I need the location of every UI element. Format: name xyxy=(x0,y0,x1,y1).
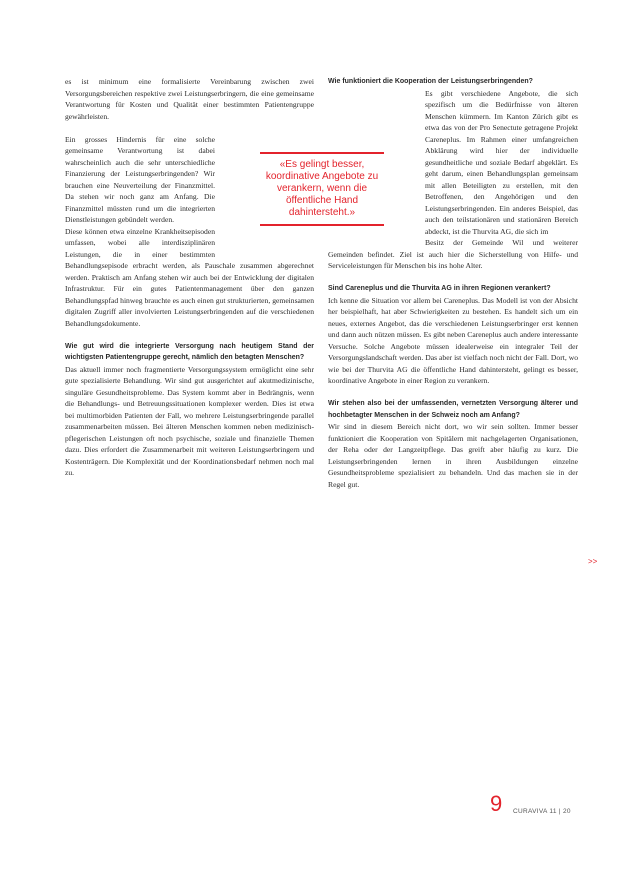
interview-answer: Wir sind in diesem Bereich nicht dort, wo wir sein sollten. Immer besser funktioniert die Kooperation von Spitälern mit nachgelagerten Organisationen, der Reha oder der Langzeitpflege. Das greift aber häufig zu kurz. Die Leistungserbringenden lernen in ihren Ausbildungen einzelne Gesundheitsprobleme spezialisiert zu behandeln. Und das machen sie in der Regel gut. xyxy=(328,422,578,489)
article-column-right xyxy=(328,76,578,502)
publication-name: CURAVIVA 11 | 20 xyxy=(513,808,571,815)
interview-answer: Besitz der Gemeinde Wil und weiterer Gemeinden befindet. Ziel ist auch hier die Sicherstellung von Hilfe- und Serviceleistungen für Menschen bis ins hohe Alter. xyxy=(328,238,578,270)
article-column-left xyxy=(65,76,314,490)
interview-answer: Das aktuell immer noch fragmentierte Versorgungssystem ermöglicht eine sehr gute spezialisierte Behandlung. Wir sind gut ausgerichtet auf akutmedizinische, singuläre Gesundheitsprobleme. Das System kommt aber in Bedrängnis, wenn die Behandlungs- und Betreuungssituationen komplexer werden. Dies ist etwa bei multimorbiden Patienten der Fall, wo mehrere Leistungserbringende parallel zusammenarbeiten müssen. Bei älteren Menschen kommen neben medizinisch-pflegerischen Leistungen oft noch psychische, soziale und finanzielle Themen dazu. Dies erfordert die Zusammenarbeit mit weiteren Leistungserbringern und Kostenträgern. Die Komplexität und der Koordinationsbedarf nehmen noch mal zu. xyxy=(65,364,314,477)
body-paragraph: Ein grosses Hindernis für eine solche gemeinsame Verantwortung ist dabei wahrscheinlich auch die sehr unterschiedliche Finanzierung der Leistungserbringenden? Wir brauchen eine Neuverteilung der Finanzmittel. Da stehen wir noch ganz am Anfang. Die Finanzmittel müssten rund um die integrierten Dienstleistungen gebündelt werden. xyxy=(65,134,314,226)
continue-arrow-icon: >> xyxy=(588,557,598,566)
body-paragraph: es ist minimum eine formalisierte Vereinbarung zwischen zwei Versorgungsbereichen respektive zwei Leistungserbringern, die eine gemeinsame Verantwortung für Kosten und Qualität einer bestimmten Patientengruppe gewährleisten. xyxy=(65,77,314,121)
page-number: 9 xyxy=(490,791,503,816)
pull-quote: «Es gelingt besser, koordinative Angebote zu verankern, wenn die öffentliche Hand dahintersteht.» xyxy=(260,152,384,226)
interview-answer: Es gibt verschiedene Angebote, die sich spezifisch um die Bedürfnisse von älteren Menschen kümmern. Im Kanton Zürich gibt es etwa das von der Pro Senectute getragene Projekt Careneplus. Im Rahmen einer umfangreichen Abklärung wird hier der individuelle gesundheitliche und soziale Bedarf abgeklärt. Es geht darum, einen Behandlungsplan gemeinsam mit allen Beteiligten zu erstellen, mit den Betroffenen, den Angehörigen und den Leistungserbringenden. Ein anderes Beispiel, das auch den teilstationären und stationären Bereich abdeckt, ist die Thurvita AG, die sich im xyxy=(328,88,578,238)
interview-question: Sind Careneplus und die Thurvita AG in ihren Regionen verankert? xyxy=(328,285,551,292)
body-paragraph: Diese können etwa einzelne Krankheitsepisoden umfassen, wobei alle interdisziplinären Leistungen, die in einer bestimmten Behandlungsepisode erbracht werden, als Pauschale zusammen abgerechnet werden. Praktisch am Anfang stehen wir auch bei der Entwicklung der digitalen Infrastruktur. Für ein gutes Patientenmanagement über den ganzen Behandlungspfad hinweg brauchte es auch einen gut strukturierten, gemeinsamen digitalen Zugriff aller involvierten Leistungserbringenden auf die verschiedenen Behandlungsdokumente. xyxy=(65,226,314,328)
interview-question: Wie funktioniert die Kooperation der Leistungserbringenden? xyxy=(328,78,533,85)
interview-question: Wie gut wird die integrierte Versorgung nach heutigem Stand der wichtigsten Patientengruppe gerecht, nämlich den betagten Menschen? xyxy=(65,342,314,361)
interview-answer: Ich kenne die Situation vor allem bei Careneplus. Das Modell ist von der Absicht her beispielhaft, hat aber Schwierigkeiten zu bestehen. Es handelt sich um ein neues, externes Angebot, das die verschiedenen Leistungserbringer erst kennen und dann auch nützen müssen. Es gibt neben Careneplus auch andere interessante Versuche. Solche Angebote müssen idealerweise ein integraler Teil der Versorgungslandschaft werden. Das aber ist vielfach noch nicht der Fall. Dort, wo wie bei der Thurvita AG die öffentliche Hand dahintersteht, gelingt es besser, koordinative Angebote in einer Region zu verankern. xyxy=(328,295,578,385)
interview-question: Wir stehen also bei der umfassenden, vernetzten Versorgung älterer und hochbetagter Menschen in der Schweiz noch am Anfang? xyxy=(328,400,578,419)
